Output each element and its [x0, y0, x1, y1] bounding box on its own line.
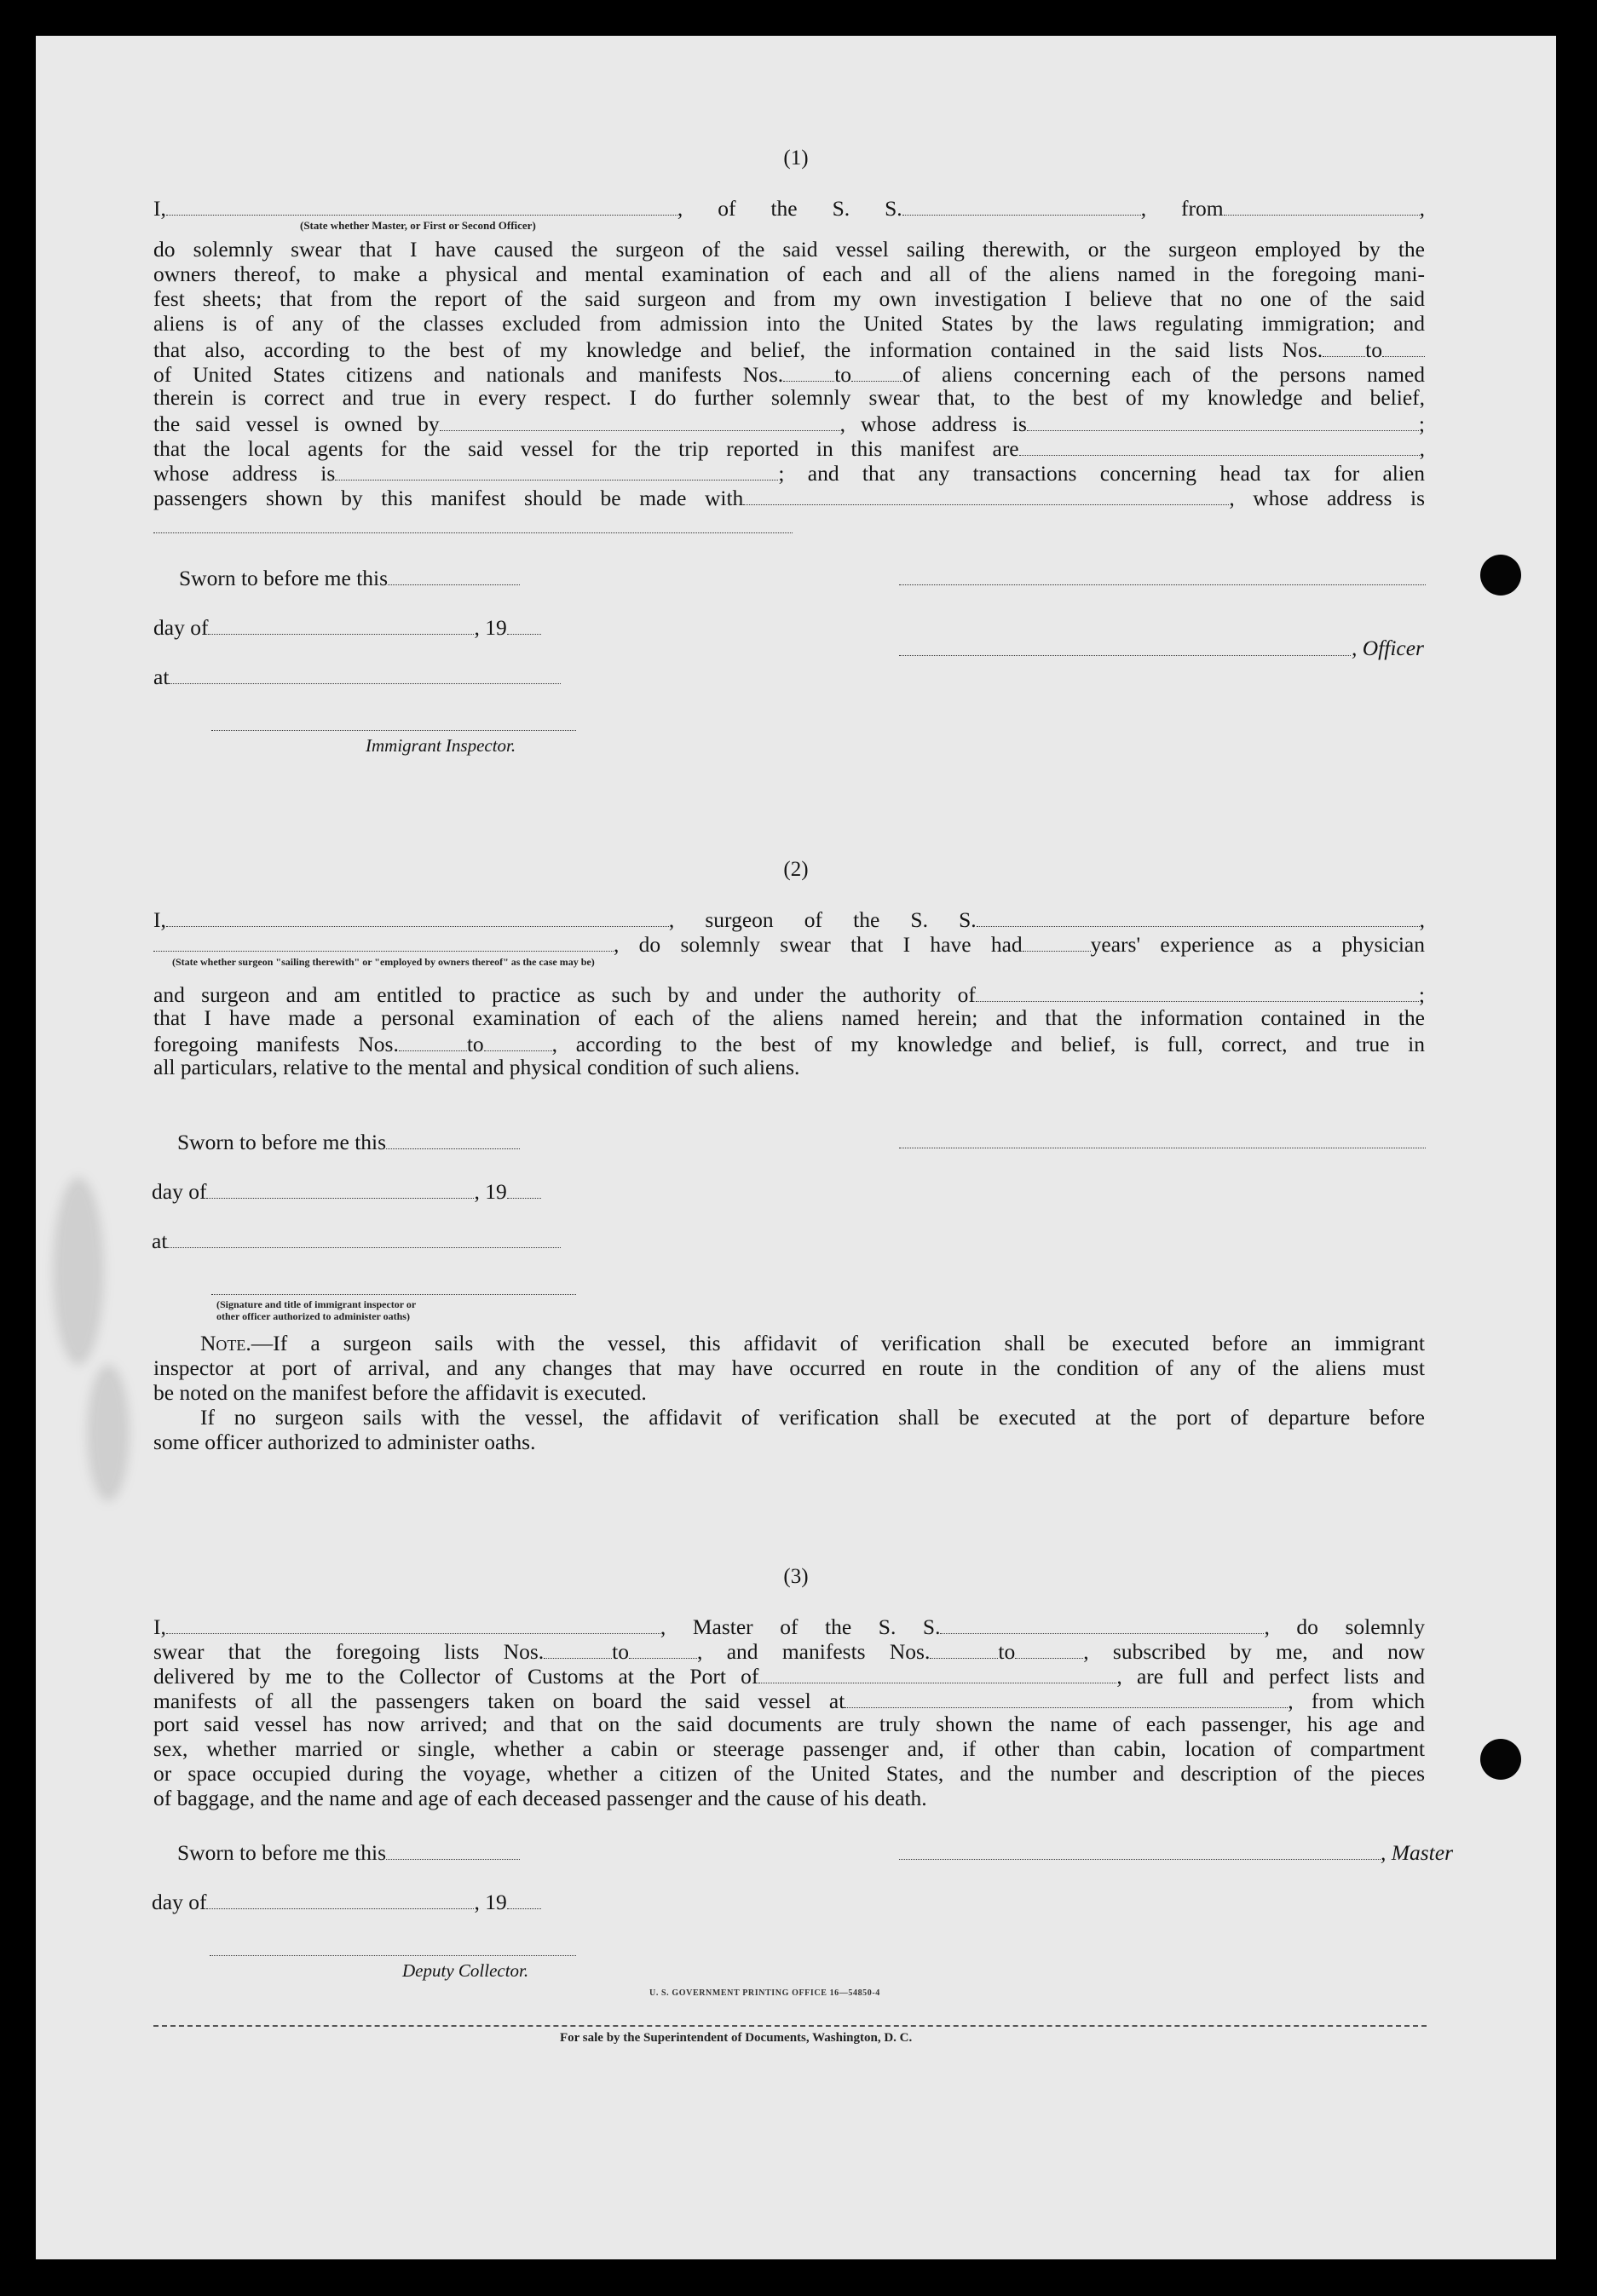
officer-label: , Officer: [1352, 636, 1424, 660]
s3-line-4: manifests of all the passengers taken on board the said vessel at , from which: [153, 1689, 1426, 1713]
master-label: , Master: [1381, 1840, 1453, 1865]
s3-day-of: day of , 19: [152, 1888, 541, 1915]
s2-sworn: Sworn to before me this: [177, 1128, 520, 1155]
lists-from-blank[interactable]: [1323, 336, 1365, 357]
s2-manifest-to-blank[interactable]: [484, 1030, 552, 1051]
s1-at: at: [153, 663, 561, 690]
year-blank[interactable]: [507, 1888, 541, 1909]
sworn-day-blank[interactable]: [388, 564, 520, 585]
month-blank[interactable]: [206, 1888, 474, 1909]
surgeon-vessel-blank[interactable]: [977, 906, 1420, 927]
s1-line-lists: that also, according to the best of my knowledge and belief, the information contained in the said lists Nos. to: [153, 336, 1425, 363]
s3-line-3: delivered by me to the Collector of Customs at the Port of , are full and perfect lists and: [153, 1664, 1425, 1689]
s2-line-5: foregoing manifests Nos. to , according to the best of my knowledge and belief, is full, correct, and true in: [153, 1032, 1425, 1056]
surgeon-note: (State whether surgeon "sailing therewith" or "employed by owners thereof" as the case may be): [172, 956, 595, 968]
owner-address-blank[interactable]: [1027, 410, 1419, 431]
s1-line-agents: that the local agents for the said vessel for the trip reported in this manifest are ,: [153, 436, 1425, 461]
s3-lists-from-blank[interactable]: [544, 1637, 612, 1659]
deputy-label: Deputy Collector.: [402, 1960, 529, 1981]
note2-line: some officer authorized to administer oaths.: [153, 1430, 536, 1454]
s3-line: sex, whether married or single, whether a cabin or steerage passenger and, if other than cabin, location of compartment: [153, 1736, 1425, 1761]
head-tax-contact-blank[interactable]: [743, 484, 1229, 505]
s2-day-of: day of , 19: [152, 1177, 541, 1205]
s2-line-1: I, , surgeon of the S. S. ,: [153, 907, 1425, 932]
place-blank[interactable]: [169, 663, 561, 684]
month-blank[interactable]: [206, 1177, 474, 1199]
s1-line-owned: the said vessel is owned by , whose address is ;: [153, 411, 1426, 436]
s3-line-1: I, , Master of the S. S. , do solemnly: [153, 1614, 1425, 1639]
master-name-blank[interactable]: [166, 1613, 660, 1634]
s1-line: aliens is of any of the classes excluded from admission into the United States by the laws regulating immigration; and: [153, 311, 1425, 336]
master-name-blank[interactable]: [166, 194, 677, 216]
s2-line: that I have made a personal examination of each of the aliens named herein; and that the information contained in the: [153, 1005, 1425, 1030]
manifest-to-blank[interactable]: [851, 360, 902, 382]
s3-line: or space occupied during the voyage, whether a citizen of the United States, and the number and description of the pieces: [153, 1761, 1425, 1786]
s1-day-of: day of , 19: [153, 613, 541, 641]
cut-line: [153, 2025, 1427, 2027]
surgeon-name-blank[interactable]: [166, 906, 669, 927]
embark-port-blank[interactable]: [845, 1687, 1288, 1708]
officer-title-line[interactable]: [899, 655, 1351, 656]
s1-line-master: I, , of the S. S. , from ,: [153, 196, 1425, 221]
sale-notice: For sale by the Superintendent of Documents, Washington, D. C.: [560, 2031, 913, 2045]
s1-line-whose: whose address is ; and that any transactions concerning head tax for alien: [153, 461, 1425, 486]
punch-hole: [1480, 1739, 1521, 1780]
s3-manifest-from-blank[interactable]: [930, 1637, 998, 1659]
officer-signature-line[interactable]: [899, 584, 1426, 585]
s1-line: do solemnly swear that I have caused the surgeon of the said vessel sailing therewith, or the surgeon employed by the: [153, 237, 1425, 262]
year-blank[interactable]: [507, 1177, 541, 1199]
signature-note-1: (Signature and title of immigrant inspector or: [216, 1298, 417, 1310]
manifest-from-blank[interactable]: [783, 360, 834, 382]
signature-line[interactable]: [211, 1294, 576, 1295]
place-blank[interactable]: [167, 1227, 561, 1248]
s3-lists-to-blank[interactable]: [629, 1637, 697, 1659]
year-blank[interactable]: [507, 613, 541, 635]
scan-smudge: [53, 1177, 104, 1365]
sworn-day-blank[interactable]: [386, 1839, 520, 1860]
s2-line-2: , do solemnly swear that I have had years' experience as a physician: [153, 930, 1425, 958]
s1-line-citizens: of United States citizens and nationals and manifests Nos. to of aliens concerning each of the persons named: [153, 362, 1425, 387]
s1-line: owners thereof, to make a physical and mental examination of each and all of the aliens named in the foregoing mani-: [153, 262, 1425, 286]
form-page: [36, 36, 1556, 2259]
owner-blank[interactable]: [440, 410, 840, 431]
authority-blank[interactable]: [976, 981, 1419, 1002]
punch-hole: [1480, 555, 1521, 596]
section-3-heading: (3): [783, 1565, 809, 1588]
s3-line-2: swear that the foregoing lists Nos. to , and manifests Nos. to , subscribed by me, and now: [153, 1639, 1426, 1664]
s2-line: all particulars, relative to the mental and physical condition of such aliens.: [153, 1055, 800, 1079]
section-1-heading: (1): [783, 147, 809, 170]
inspector-signature-line[interactable]: [211, 730, 576, 731]
sworn-day-blank[interactable]: [386, 1128, 520, 1149]
printing-office-imprint: U. S. GOVERNMENT PRINTING OFFICE 16—54850-4: [649, 1988, 880, 1998]
note2-line: If no surgeon sails with the vessel, the affidavit of verification shall be executed at the port of departure before: [200, 1405, 1425, 1430]
vessel-name-blank[interactable]: [902, 194, 1141, 216]
s1-line-passengers: passengers shown by this manifest should be made with , whose address is: [153, 486, 1426, 510]
master-note: (State whether Master, or First or Second Officer): [300, 219, 536, 232]
scan-smudge: [87, 1365, 130, 1501]
note-line-1: Note.—If a surgeon sails with the vessel, this affidavit of verification shall be executed before an immigrant: [200, 1331, 1425, 1355]
note-line: be noted on the manifest before the affidavit is executed.: [153, 1380, 647, 1405]
signature-note-2: other officer authorized to administer oaths): [216, 1310, 410, 1322]
s2-manifest-from-blank[interactable]: [399, 1030, 467, 1051]
collector-signature-line[interactable]: [210, 1955, 576, 1956]
s3-line: port said vessel has now arrived; and that on the said documents are truly shown the name of each passenger, his age and: [153, 1712, 1425, 1736]
surgeon-status-blank[interactable]: [153, 930, 614, 952]
from-port-blank[interactable]: [1224, 194, 1420, 216]
s2-at: at: [152, 1227, 561, 1254]
agents-address-blank[interactable]: [335, 459, 778, 480]
vessel-name-blank[interactable]: [940, 1613, 1264, 1634]
master-signature-line[interactable]: [899, 1859, 1381, 1860]
s3-manifest-to-blank[interactable]: [1015, 1637, 1083, 1659]
port-blank[interactable]: [758, 1662, 1116, 1683]
agents-blank[interactable]: [1019, 434, 1420, 456]
lists-to-blank[interactable]: [1382, 336, 1425, 357]
s3-line: of baggage, and the name and age of each deceased passenger and the cause of his death.: [153, 1786, 927, 1810]
s3-sworn: Sworn to before me this: [177, 1839, 520, 1866]
s1-line: fest sheets; that from the report of the said surgeon and from my own investigation I believe that no one of the said: [153, 286, 1425, 311]
month-blank[interactable]: [208, 613, 474, 635]
section-2-heading: (2): [783, 858, 809, 881]
years-experience-blank[interactable]: [1023, 930, 1091, 952]
inspector-label: Immigrant Inspector.: [366, 735, 516, 756]
s1-sworn: Sworn to before me this: [179, 564, 520, 591]
s1-line: therein is correct and true in every respect. I do further solemnly swear that, to the best of my knowledge and belief,: [153, 385, 1425, 410]
s2-line-3: and surgeon and am entitled to practice as such by and under the authority of ;: [153, 982, 1425, 1007]
note-line: inspector at port of arrival, and any changes that may have occurred en route in the condition of any of the aliens must: [153, 1355, 1425, 1380]
address-continuation-line[interactable]: [153, 532, 793, 533]
